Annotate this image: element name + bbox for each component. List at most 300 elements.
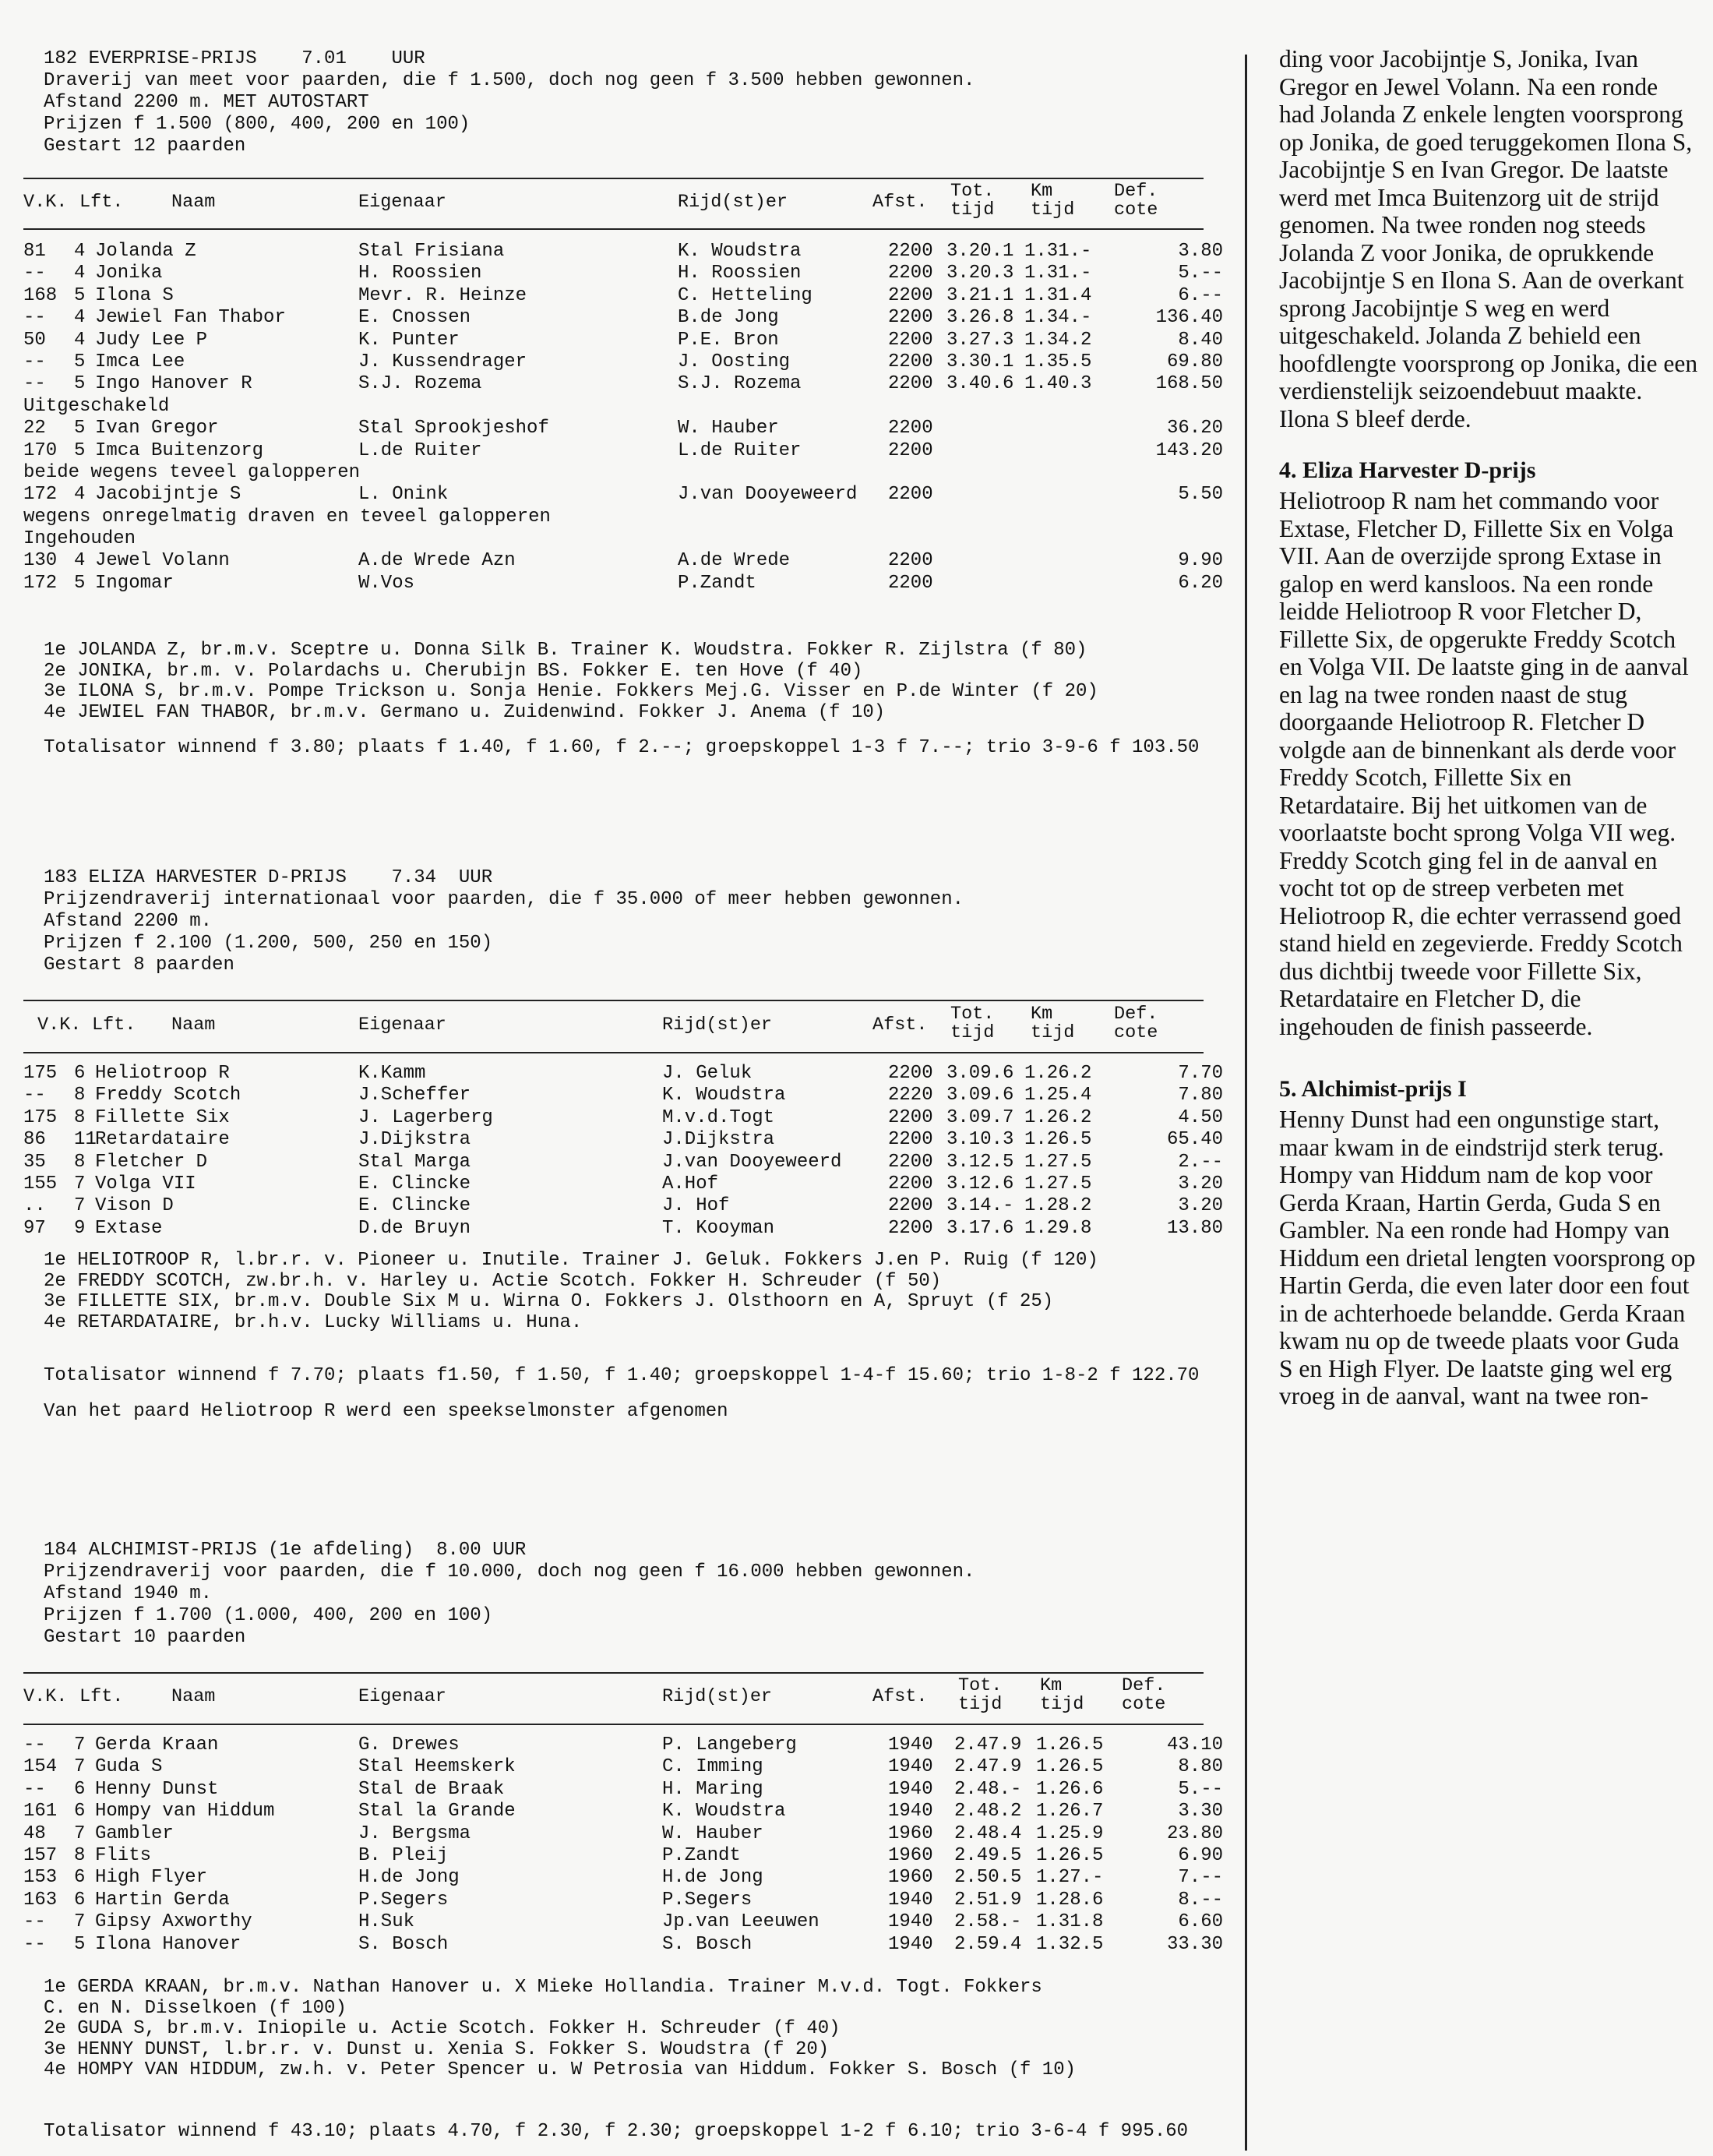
cell-km: 1.26.6 (1036, 1778, 1104, 1800)
result-line: 3e ILONA S, br.m.v. Pompe Trickson u. Sonja Henie. Fokkers Mej.G. Visser en P.de Winter (f 20) (44, 681, 1098, 702)
table-rule (23, 1724, 1204, 1725)
race-182-header (44, 48, 1228, 157)
cell-km: 1.31.- (1024, 241, 1092, 262)
cell-cote: 6.60 (1178, 1911, 1223, 1933)
cell-eig: J.Dijkstra (358, 1129, 471, 1151)
cell-vk: -- (23, 307, 46, 329)
race-184-header (44, 1540, 1228, 1649)
cell-cote: 3.80 (1178, 241, 1223, 262)
cell-naam: Gipsy Axworthy (95, 1911, 252, 1933)
cell-lft: 6 (74, 1063, 86, 1084)
race-prizes: Prijzen f 1.700 (1.000, 400, 200 en 100) (44, 1605, 493, 1626)
cell-tot: 3.14.- (946, 1195, 1014, 1217)
cell-km: 1.25.9 (1036, 1823, 1104, 1844)
col-lft: Lft. (79, 192, 124, 213)
col-def-cote: cote (1122, 1694, 1166, 1715)
totalisator: Totalisator winnend f 43.10; plaats 4.70, f 2.30, f 2.30; groepskoppel 1-2 f 6.10; trio 3-6-4 f 995.60 (44, 2121, 1189, 2142)
cell-lft: 8 (74, 1151, 86, 1173)
cell-rij: P.Zandt (678, 572, 756, 594)
cell-rij: J.van Dooyeweerd (678, 484, 858, 506)
cell-vk: 172 (23, 484, 58, 506)
cell-vk: 155 (23, 1173, 58, 1194)
cell-lft: 4 (74, 263, 86, 284)
cell-cote: 23.80 (1166, 1823, 1223, 1844)
col-eigenaar: Eigenaar (358, 1686, 446, 1707)
race-conditions: Prijzendraverij internationaal voor paarden, die f 35.000 of meer hebben gewonnen. (44, 889, 964, 910)
col-tot: Tot. (950, 181, 995, 202)
table-row (23, 1173, 1239, 1195)
cell-km: 1.26.5 (1024, 1129, 1092, 1151)
totalisator: Totalisator winnend f 3.80; plaats f 1.40, f 1.60, f 2.--; groepskoppel 1-3 f 7.--; trio 3-9-6 f 103.50 (44, 737, 1200, 758)
cell-km: 1.27.- (1036, 1867, 1104, 1889)
cell-km: 1.32.5 (1036, 1933, 1104, 1955)
col-def: Def. (1114, 1004, 1158, 1025)
cell-km: 1.26.5 (1036, 1734, 1104, 1755)
table-row (23, 484, 1239, 506)
cell-rij: P.Segers (662, 1889, 753, 1911)
race-report-column (1279, 45, 1698, 1410)
cell-cote: 3.30 (1178, 1801, 1223, 1823)
cell-lft: 5 (74, 439, 86, 461)
col-rijder: Rijd(st)er (662, 1686, 773, 1707)
totalisator: Totalisator winnend f 7.70; plaats f1.50, f 1.50, f 1.40; groepskoppel 1-4-f 15.60; trio 1-8-2 f 122.70 (44, 1365, 1200, 1386)
cell-rij: B.de Jong (678, 307, 779, 329)
race-183-header (44, 867, 1228, 976)
cell-naam: Judy Lee P (95, 329, 208, 351)
result-line: 4e RETARDATAIRE, br.h.v. Lucky Williams u. Huna. (44, 1311, 583, 1333)
table-row (23, 1779, 1239, 1801)
cell-cote: 33.30 (1166, 1933, 1223, 1955)
cell-afst: 2200 (888, 1106, 933, 1128)
cell-cote: 7.80 (1178, 1085, 1223, 1106)
cell-lft: 11 (74, 1129, 97, 1151)
col-afst: Afst. (872, 1014, 928, 1036)
cell-vk: -- (23, 1085, 46, 1106)
cell-afst: 2200 (888, 351, 933, 372)
column-header (23, 1677, 1215, 1716)
cell-lft: 7 (74, 1734, 86, 1755)
cell-lft: 4 (74, 329, 86, 351)
table-rule (23, 228, 1204, 230)
cell-vk: -- (23, 1734, 46, 1755)
race-183-rows (23, 1063, 1239, 1240)
cell-rij: M.v.d.Togt (662, 1106, 775, 1128)
cell-rij: H. Roossien (678, 263, 802, 284)
cell-rij: P.Zandt (662, 1844, 741, 1866)
cell-rij: Jp.van Leeuwen (662, 1911, 819, 1933)
cell-lft: 6 (74, 1778, 86, 1800)
col-eigenaar: Eigenaar (358, 1014, 446, 1036)
table-row (23, 550, 1239, 572)
table-row (23, 1085, 1239, 1106)
table-rule (23, 1000, 1204, 1001)
cell-tot: 3.09.7 (946, 1106, 1014, 1128)
col-km-tijd: tijd (1031, 199, 1075, 221)
cell-afst: 2200 (888, 484, 933, 506)
cell-rij: J.van Dooyeweerd (662, 1151, 842, 1173)
cell-rij: K. Woudstra (662, 1801, 786, 1823)
cell-rij: A.Hof (662, 1173, 719, 1194)
cell-eig: G. Drewes (358, 1734, 460, 1755)
race-title: 184 ALCHIMIST-PRIJS (1e afdeling) 8.00 UUR (44, 1540, 527, 1561)
cell-eig: H.de Jong (358, 1867, 460, 1889)
cell-eig: J. Bergsma (358, 1823, 471, 1844)
cell-naam: Retardataire (95, 1129, 230, 1151)
col-lft: Lft. (92, 1014, 136, 1036)
cell-eig: Mevr. R. Heinze (358, 284, 527, 306)
cell-vk: 163 (23, 1889, 58, 1911)
cell-tot: 2.47.9 (954, 1756, 1022, 1778)
cell-km: 1.40.3 (1024, 373, 1092, 395)
cell-km: 1.27.5 (1024, 1151, 1092, 1173)
cell-lft: 6 (74, 1889, 86, 1911)
cell-cote: 6.20 (1178, 572, 1223, 594)
cell-tot: 3.10.3 (946, 1129, 1014, 1151)
cell-eig: Stal de Braak (358, 1778, 505, 1800)
race-conditions: Draverij van meet voor paarden, die f 1.500, doch nog geen f 3.500 hebben gewonnen. (44, 70, 975, 91)
table-row (23, 1756, 1239, 1778)
table-row (23, 1107, 1239, 1129)
table-note: Uitgeschakeld (23, 395, 170, 417)
cell-afst: 2220 (888, 1085, 933, 1106)
cell-tot: 3.40.6 (946, 373, 1014, 395)
table-row (23, 307, 1239, 329)
cell-cote: 8.40 (1178, 329, 1223, 351)
cell-afst: 2200 (888, 307, 933, 329)
cell-naam: Jonika (95, 263, 163, 284)
table-row (23, 330, 1239, 351)
cell-lft: 8 (74, 1844, 86, 1866)
col-def-cote: cote (1114, 199, 1158, 221)
cell-naam: Jewel Volann (95, 550, 230, 572)
cell-naam: Vison D (95, 1195, 174, 1217)
cell-km: 1.34.- (1024, 307, 1092, 329)
cell-vk: 86 (23, 1129, 46, 1151)
cell-vk: 97 (23, 1217, 46, 1239)
cell-cote: 6.90 (1178, 1844, 1223, 1866)
cell-lft: 4 (74, 550, 86, 572)
cell-naam: Imca Lee (95, 351, 185, 372)
cell-km: 1.26.2 (1024, 1106, 1092, 1128)
cell-eig: H.Suk (358, 1911, 415, 1933)
cell-tot: 2.47.9 (954, 1734, 1022, 1755)
cell-cote: 136.40 (1155, 307, 1223, 329)
cell-rij: K. Woudstra (662, 1085, 786, 1106)
cell-vk: 35 (23, 1151, 46, 1173)
col-km: Km (1031, 1004, 1053, 1025)
cell-naam: Extase (95, 1217, 163, 1239)
cell-vk: 170 (23, 439, 58, 461)
cell-cote: 43.10 (1166, 1734, 1223, 1755)
cell-tot: 2.50.5 (954, 1867, 1022, 1889)
race-182-rows (23, 241, 1239, 595)
cell-lft: 8 (74, 1106, 86, 1128)
cell-eig: W.Vos (358, 572, 415, 594)
col-km: Km (1031, 181, 1053, 202)
cell-cote: 8.80 (1178, 1756, 1223, 1778)
cell-naam: Ilona Hanover (95, 1933, 241, 1955)
result-line: 3e FILLETTE SIX, br.m.v. Double Six M u. Wirna O. Fokkers J. Olsthoorn en A, Spruyt (f 25) (44, 1291, 1054, 1312)
cell-rij: H. Maring (662, 1778, 763, 1800)
col-vk: V.K. (37, 1014, 82, 1036)
table-row (23, 440, 1239, 462)
cell-naam: Gambler (95, 1823, 174, 1844)
cell-cote: 4.50 (1178, 1106, 1223, 1128)
race-183-results (44, 1251, 1243, 1333)
cell-afst: 2200 (888, 1129, 933, 1151)
col-tot-tijd: tijd (950, 1022, 995, 1043)
table-row (23, 1845, 1239, 1867)
col-tot: Tot. (950, 1004, 995, 1025)
col-naam: Naam (171, 1686, 216, 1707)
cell-eig: L.de Ruiter (358, 439, 482, 461)
cell-naam: Volga VII (95, 1173, 196, 1194)
cell-vk: .. (23, 1195, 46, 1217)
col-naam: Naam (171, 1014, 216, 1036)
race-184-results (44, 1978, 1243, 2081)
cell-lft: 6 (74, 1801, 86, 1823)
cell-vk: -- (23, 1778, 46, 1800)
cell-tot: 3.09.6 (946, 1063, 1014, 1084)
race-title: 182 EVERPRISE-PRIJS 7.01 UUR (44, 48, 425, 69)
table-row (23, 1801, 1239, 1823)
cell-eig: S. Bosch (358, 1933, 449, 1955)
col-vk: V.K. (23, 1686, 68, 1707)
cell-naam: Hompy van Hiddum (95, 1801, 275, 1823)
cell-vk: 168 (23, 284, 58, 306)
cell-afst: 2200 (888, 241, 933, 262)
cell-rij: J. Hof (662, 1195, 730, 1217)
cell-afst: 2200 (888, 329, 933, 351)
col-km-tijd: tijd (1031, 1022, 1075, 1043)
cell-rij: H.de Jong (662, 1867, 763, 1889)
race-starters: Gestart 12 paarden (44, 136, 246, 157)
cell-lft: 7 (74, 1756, 86, 1778)
cell-eig: K.Kamm (358, 1063, 426, 1084)
cell-rij: L.de Ruiter (678, 439, 802, 461)
cell-afst: 1940 (888, 1911, 933, 1933)
cell-naam: Heliotroop R (95, 1063, 230, 1084)
table-row (23, 241, 1239, 263)
cell-eig: L. Onink (358, 484, 449, 506)
table-row (23, 573, 1239, 595)
cell-eig: D.de Bruyn (358, 1217, 471, 1239)
cell-cote: 3.20 (1178, 1195, 1223, 1217)
cell-naam: Flits (95, 1844, 152, 1866)
cell-vk: 175 (23, 1063, 58, 1084)
table-note: wegens onregelmatig draven en teveel galopperen (23, 506, 551, 528)
cell-afst: 2200 (888, 418, 933, 439)
race-distance: Afstand 2200 m. MET AUTOSTART (44, 92, 369, 113)
cell-naam: Fletcher D (95, 1151, 208, 1173)
col-tot-tijd: tijd (958, 1694, 1003, 1715)
cell-lft: 7 (74, 1173, 86, 1194)
race-184-rows (23, 1734, 1239, 1956)
cell-afst: 2200 (888, 263, 933, 284)
cell-tot: 3.30.1 (946, 351, 1014, 372)
cell-cote: 36.20 (1166, 418, 1223, 439)
cell-afst: 2200 (888, 1173, 933, 1194)
cell-lft: 5 (74, 373, 86, 395)
col-afst: Afst. (872, 192, 928, 213)
table-note: beide wegens teveel galopperen (23, 461, 361, 483)
cell-vk: 130 (23, 550, 58, 572)
col-vk: V.K. (23, 192, 68, 213)
table-row (23, 1129, 1239, 1151)
race-starters: Gestart 10 paarden (44, 1627, 246, 1648)
table-row (23, 1934, 1239, 1956)
cell-cote: 3.20 (1178, 1173, 1223, 1194)
col-tot: Tot. (958, 1675, 1003, 1696)
cell-lft: 8 (74, 1085, 86, 1106)
cell-tot: 2.51.9 (954, 1889, 1022, 1911)
cell-lft: 5 (74, 351, 86, 372)
cell-eig: Stal Heemskerk (358, 1756, 516, 1778)
cell-tot: 3.12.6 (946, 1173, 1014, 1194)
race-conditions: Prijzendraverij voor paarden, die f 10.000, doch nog geen f 16.000 hebben gewonnen. (44, 1561, 975, 1583)
col-rijder: Rijd(st)er (662, 1014, 773, 1036)
result-line: 1e JOLANDA Z, br.m.v. Sceptre u. Donna Silk B. Trainer K. Woudstra. Fokker R. Zijlstra (f 80) (44, 640, 1087, 661)
cell-lft: 7 (74, 1195, 86, 1217)
cell-vk: 172 (23, 572, 58, 594)
cell-lft: 5 (74, 284, 86, 306)
cell-eig: E. Clincke (358, 1173, 471, 1194)
cell-tot: 3.12.5 (946, 1151, 1014, 1173)
column-header (23, 1005, 1215, 1044)
cell-naam: Henny Dunst (95, 1778, 219, 1800)
cell-vk: -- (23, 1933, 46, 1955)
cell-tot: 3.20.3 (946, 263, 1014, 284)
cell-eig: Stal Marga (358, 1151, 471, 1173)
cell-vk: 22 (23, 418, 46, 439)
col-tot-tijd: tijd (950, 199, 995, 221)
col-km: Km (1040, 1675, 1063, 1696)
cell-rij: C. Imming (662, 1756, 763, 1778)
result-line: 4e JEWIEL FAN THABOR, br.m.v. Germano u. Zuidenwind. Fokker J. Anema (f 10) (44, 701, 886, 723)
cell-tot: 3.27.3 (946, 329, 1014, 351)
cell-afst: 1940 (888, 1801, 933, 1823)
cell-vk: 157 (23, 1844, 58, 1866)
cell-afst: 2200 (888, 439, 933, 461)
cell-km: 1.35.5 (1024, 351, 1092, 372)
table-row (23, 1063, 1239, 1085)
cell-vk: 161 (23, 1801, 58, 1823)
table-row (23, 1152, 1239, 1173)
table-rule (23, 1052, 1204, 1053)
cell-naam: Jacobijntje S (95, 484, 241, 506)
col-def: Def. (1122, 1675, 1166, 1696)
cell-eig: Stal Sprookjeshof (358, 418, 549, 439)
cell-lft: 5 (74, 418, 86, 439)
col-rijder: Rijd(st)er (678, 192, 788, 213)
table-row (23, 1734, 1239, 1756)
saliva-test-note: Van het paard Heliotroop R werd een speekselmonster afgenomen (44, 1401, 728, 1422)
cell-lft: 6 (74, 1867, 86, 1889)
report-section-5: Henny Dunst had een ongunstige start, maar kwam in de eindstrijd sterk terug. Hompy van Hiddum nam de kop voor Gerda Kraan, Hartin Gerda, Guda S en Gambler. Na een ronde had Hompy van Hiddum een drietal lengten voorsprong op Hartin Gerda, die even later door een fout in de achterhoede belandde. Gerda Kraan kwam nu op de tweede plaats voor Guda S en High Flyer. De laatste ging wel erg vroeg in de aanval, want na twee ron- (1279, 1106, 1696, 1410)
cell-rij: W. Hauber (662, 1823, 763, 1844)
cell-afst: 2200 (888, 572, 933, 594)
cell-lft: 7 (74, 1911, 86, 1933)
cell-vk: 153 (23, 1867, 58, 1889)
cell-km: 1.29.8 (1024, 1217, 1092, 1239)
cell-km: 1.25.4 (1024, 1085, 1092, 1106)
cell-afst: 1940 (888, 1933, 933, 1955)
cell-naam: Freddy Scotch (95, 1085, 241, 1106)
cell-rij: P.E. Bron (678, 329, 779, 351)
cell-vk: -- (23, 351, 46, 372)
cell-tot: 3.09.6 (946, 1085, 1014, 1106)
cell-afst: 1940 (888, 1889, 933, 1911)
table-rule (23, 178, 1204, 179)
report-section-4: Heliotroop R nam het commando voor Extase, Fletcher D, Fillette Six en Volga VII. Aan de overzijde sprong Extase in galop en werd kansloos. Na een ronde leidde Heliotroop R voor Fletcher D, Fillette Six, de opgerukte Freddy Scotch en Volga VII. De laatste ging in de aanval en lag na twee ronden naast de stug doorgaande Heliotroop R. Fletcher D volgde aan de binnenkant als derde voor Freddy Scotch, Fillette Six en Retardataire. Bij het uitkomen van de voorlaatste bocht sprong Volga VII weg. Freddy Scotch ging fel in de aanval en vocht tot op de streep verbeten met Heliotroop R, die echter verrassend goed stand hield en zegevierde. Freddy Scotch dus dichtbij tweede voor Fillette Six, Retardataire en Fletcher D, die ingehouden de finish passeerde. (1279, 487, 1689, 1040)
cell-afst: 1940 (888, 1778, 933, 1800)
cell-eig: B. Pleij (358, 1844, 449, 1866)
cell-tot: 3.20.1 (946, 241, 1014, 262)
table-row (23, 285, 1239, 307)
table-row (23, 1823, 1239, 1845)
cell-eig: J. Lagerberg (358, 1106, 493, 1128)
race-182-results (44, 640, 1243, 723)
section-heading-5: 5. Alchimist-prijs I (1279, 1076, 1467, 1102)
race-prizes: Prijzen f 1.500 (800, 400, 200 en 100) (44, 114, 471, 135)
cell-km: 1.31.- (1024, 263, 1092, 284)
cell-rij: K. Woudstra (678, 241, 802, 262)
cell-naam: Imca Buitenzorg (95, 439, 264, 461)
cell-rij: P. Langeberg (662, 1734, 797, 1755)
table-row (23, 418, 1239, 439)
cell-km: 1.26.5 (1036, 1756, 1104, 1778)
column-divider (1245, 55, 1247, 2151)
cell-eig: H. Roossien (358, 263, 482, 284)
col-km-tijd: tijd (1040, 1694, 1084, 1715)
cell-rij: T. Kooyman (662, 1217, 775, 1239)
cell-km: 1.34.2 (1024, 329, 1092, 351)
cell-cote: 168.50 (1155, 373, 1223, 395)
cell-cote: 5.-- (1178, 1778, 1223, 1800)
cell-rij: C. Hetteling (678, 284, 812, 306)
cell-eig: E. Cnossen (358, 307, 471, 329)
cell-eig: J. Kussendrager (358, 351, 527, 372)
cell-eig: J.Scheffer (358, 1085, 471, 1106)
cell-afst: 1940 (888, 1734, 933, 1755)
cell-vk: 154 (23, 1756, 58, 1778)
cell-naam: High Flyer (95, 1867, 208, 1889)
col-afst: Afst. (872, 1686, 928, 1707)
cell-lft: 9 (74, 1217, 86, 1239)
cell-tot: 2.48.- (954, 1778, 1022, 1800)
cell-vk: 50 (23, 329, 46, 351)
cell-tot: 3.17.6 (946, 1217, 1014, 1239)
race-title: 183 ELIZA HARVESTER D-PRIJS 7.34 UUR (44, 867, 493, 888)
cell-eig: A.de Wrede Azn (358, 550, 516, 572)
cell-vk: 48 (23, 1823, 46, 1844)
cell-tot: 2.58.- (954, 1911, 1022, 1933)
cell-rij: J. Geluk (662, 1063, 753, 1084)
cell-lft: 7 (74, 1823, 86, 1844)
result-line: 1e GERDA KRAAN, br.m.v. Nathan Hanover u. X Mieke Hollandia. Trainer M.v.d. Togt. Fokkers (44, 1977, 1042, 1998)
report-intro: ding voor Jacobijntje S, Jonika, Ivan Gregor en Jewel Volann. Na een ronde had Jolanda Z enkele lengten voorsprong op Jonika, de goed teruggekomen Ilona S, Jacobijntje S en Ivan Gregor. De laatste werd met Imca Buitenzorg uit de strijd genomen. Na twee ronden nog steeds Jolanda Z voor Jonika, de oprukkende Jacobijntje S en Ilona S. Aan de overkant sprong Jacobijntje S weg en werd uitgeschakeld. Jolanda Z behield een hoofdlengte voorsprong op Jonika, die een verdienstelijk seizoendebuut maakte. Ilona S bleef derde. (1279, 45, 1698, 432)
cell-tot: 2.59.4 (954, 1933, 1022, 1955)
cell-afst: 2200 (888, 284, 933, 306)
result-line: 4e HOMPY VAN HIDDUM, zw.h. v. Peter Spencer u. W Petrosia van Hiddum. Fokker S. Bosch (f 10) (44, 2059, 1077, 2080)
cell-km: 1.31.4 (1024, 284, 1092, 306)
race-starters: Gestart 8 paarden (44, 954, 234, 976)
cell-tot: 2.48.2 (954, 1801, 1022, 1823)
cell-naam: Fillette Six (95, 1106, 230, 1128)
col-def: Def. (1114, 181, 1158, 202)
cell-afst: 2200 (888, 1063, 933, 1084)
cell-naam: Ivan Gregor (95, 418, 219, 439)
